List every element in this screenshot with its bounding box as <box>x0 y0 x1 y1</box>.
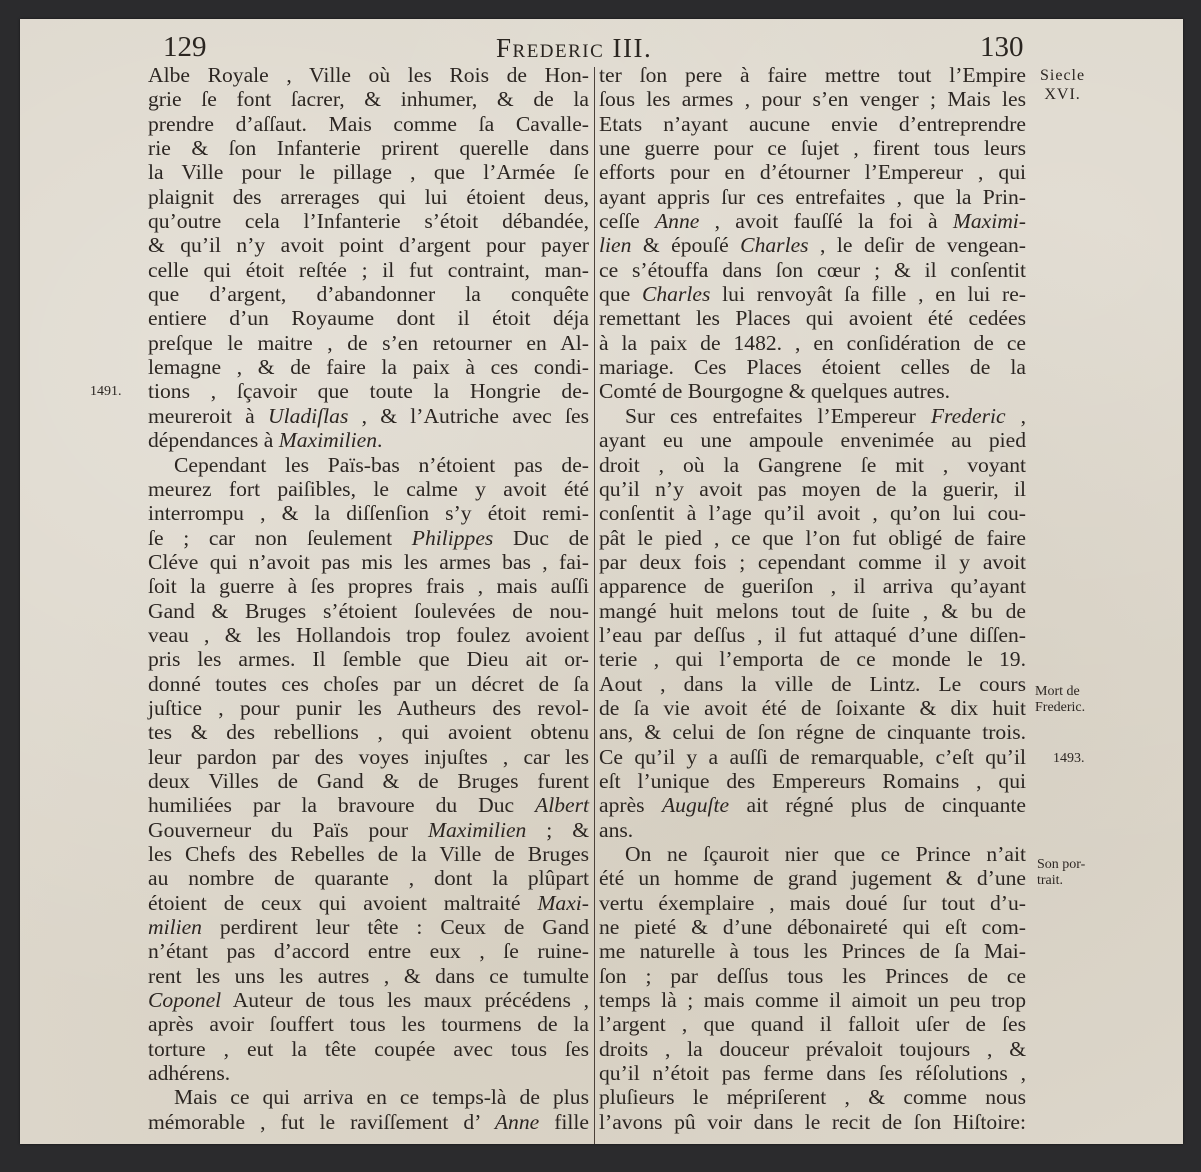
text-line: Cependant les Païs-bas n’étoient pas de- <box>174 452 589 477</box>
text-line: ter ſon pere à faire mettre tout l’Empire <box>599 63 1026 87</box>
text-line: à la paix de 1482. , en conſidération de ce <box>599 330 1026 355</box>
text-line: rent les uns les autres , & dans ce tumulte <box>148 963 589 988</box>
text-line: ne pieté & d’une débonaireté qui eſt com- <box>599 915 1026 940</box>
text-line: preſque le maitre , de s’en retourner en Al- <box>148 330 589 355</box>
text-line: ſous les armes , pour s’en venger ; Mais les <box>599 87 1026 112</box>
text-line: torture , eut la tête coupée avec tous ſes <box>148 1036 589 1061</box>
text-line: de ſa vie avoit été de ſoixante & dix huit <box>599 695 1026 720</box>
text-line: Cléve qui n’avoit pas mis les armes bas , fai- <box>148 549 589 574</box>
portrait-line1: Son por- <box>1037 857 1086 872</box>
text-line: lemagne , & de faire la paix à ces condi- <box>148 355 589 380</box>
text-line: celle qui étoit reſtée ; il fut contraint, man- <box>148 257 589 282</box>
text-line: ayant eu une ampoule envenimée au pied <box>599 428 1026 453</box>
margin-note-year-1493: 1493. <box>1053 751 1085 766</box>
text-line: ce s’étouffa dans ſon cœur ; & il conſentit <box>599 257 1026 282</box>
page-number-right: 130 <box>980 31 1024 63</box>
text-line: On ne ſçauroit nier que ce Prince n’ait <box>625 842 1026 866</box>
text-line: ſoit la guerre à ſes propres frais , mais auſſi <box>148 574 589 599</box>
text-line: les Chefs des Rebelles de la Ville de Bruges <box>148 842 589 866</box>
text-line: leur pardon par des voyes injuſtes , car les <box>148 744 589 769</box>
text-line: Gand & Bruges s’étoient ſoulevées de nou- <box>148 598 589 623</box>
text-line: meureroit à Uladiſlas , & l’Autriche avec ſes <box>148 403 589 428</box>
text-line: Albe Royale , Ville où les Rois de Hon- <box>148 63 589 87</box>
text-line: qu’il n’étoit pas ferme dans ſes réſolutions , <box>599 1061 1026 1086</box>
text-line: grie ſe font ſacrer, & inhumer, & de la <box>148 87 589 112</box>
text-line: Gouverneur du Païs pour Maximilien ; & <box>148 817 589 842</box>
text-line: la Ville pour le pillage , que l’Armée ſe <box>148 160 589 185</box>
text-line: & qu’il n’y avoit point d’argent pour payer <box>148 233 589 258</box>
text-line: ans. <box>599 817 634 842</box>
text-line: apparence de gueriſon , il arriva qu’ayant <box>599 574 1026 599</box>
text-line: rie & ſon Infanterie prirent querelle dans <box>148 136 589 161</box>
text-line: ſe ; car non ſeulement Philippes Duc de <box>148 525 590 550</box>
running-title: Frederic III. <box>496 33 653 63</box>
text-line: étoient de ceux qui avoient maltraité Maxi- <box>148 890 589 915</box>
text-line: qu’outre cela l’Infanterie s’étoit débandée, <box>148 209 589 234</box>
book-page-spread <box>20 19 1183 1144</box>
text-line: Comté de Bourgogne & quelques autres. <box>599 379 951 404</box>
text-line: Sur ces entrefaites l’Empereur Frederic , <box>625 403 1026 428</box>
text-line: n’étant pas d’accord entre eux , ſe ruine- <box>148 939 589 964</box>
mort-line2: Frederic. <box>1035 700 1086 715</box>
text-line: veau , & les Hollandois trop foulez avoient <box>148 622 589 647</box>
text-line: conſentit à l’age qu’il avoit , qu’on lui cou- <box>599 501 1026 526</box>
text-line: mariage. Ces Places étoient celles de la <box>599 355 1026 380</box>
text-line: interrompu , & la diſſenſion s’y étoit remi- <box>148 501 589 526</box>
text-line: ayant appris ſur ces entrefaites , que la Prin- <box>599 184 1026 209</box>
portrait-line2: trait. <box>1037 873 1064 888</box>
text-line: efforts pour en d’étourner l’Empereur , qui <box>599 160 1026 185</box>
text-line: après avoir ſouffert tous les tourmens de la <box>148 1012 589 1037</box>
text-line: adhérens. <box>148 1061 231 1086</box>
text-line: une guerre pour ce ſujet , firent tous leurs <box>599 136 1026 161</box>
text-line: l’eau par deſſus , il fut attaqué d’une diſſen- <box>599 622 1026 647</box>
text-line: droits , la douceur prévaloit toujours , & <box>599 1036 1026 1061</box>
text-line: Coponel Auteur de tous les maux précédens , <box>148 988 589 1013</box>
text-line: humiliées par la bravoure du Duc Albert <box>148 793 589 818</box>
century-numeral: XVI. <box>1044 86 1081 103</box>
text-line: que Charles lui renvoyât ſa fille , en lui re- <box>599 282 1026 307</box>
text-line: après Auguſte ait régné plus de cinquante <box>599 793 1026 818</box>
text-line: au nombre de quarante , dont la plûpart <box>148 866 589 891</box>
margin-note-year-1491: 1491. <box>90 384 122 399</box>
left-text-column <box>148 63 589 1134</box>
text-line: me naturelle à tous les Princes de ſa Mai- <box>599 939 1026 964</box>
text-line: Etats n’ayant aucune envie d’entreprendre <box>599 111 1026 136</box>
text-line: eſt l’unique des Empereurs Romains , qui <box>599 768 1026 793</box>
text-line: Ce qu’il y a auſſi de remarquable, c’eſt qu’il <box>599 744 1026 769</box>
right-text-column <box>599 63 1026 1134</box>
text-line: ſon ; par deſſus tous les Princes de ce <box>599 963 1026 988</box>
text-line: lien & épouſé Charles , le deſir de vengean- <box>599 233 1026 258</box>
page-header <box>20 31 1183 67</box>
text-line: ans, & celui de ſon régne de cinquante trois. <box>599 720 1026 745</box>
siecle-label: Siecle <box>1040 67 1086 84</box>
text-line: deux Villes de Gand & de Bruges furent <box>148 768 589 793</box>
text-line: tions , ſçavoir que toute la Hongrie de- <box>148 379 589 404</box>
margin-note-son-portrait <box>1037 857 1085 889</box>
page-number-left: 129 <box>163 31 207 63</box>
text-line: temps là ; mais comme il aimoit un peu trop <box>599 988 1026 1013</box>
text-line: remettant les Places qui avoient été cedées <box>599 306 1026 331</box>
text-line: Mais ce qui arriva en ce temps-là de plus <box>174 1085 589 1110</box>
text-line: qu’il n’y avoit pas moyen de la guerir, il <box>599 476 1026 501</box>
text-line: tes & des rebellions , qui avoient obtenu <box>148 720 589 745</box>
text-line: été un homme de grand jugement & d’une <box>599 866 1026 891</box>
column-divider <box>594 67 595 1144</box>
margin-note-mort-de-frederic <box>1035 684 1085 716</box>
text-line: plaignit des arrerages qui lui étoient deus, <box>148 184 589 209</box>
text-line: juſtice , pour punir les Autheurs des revol- <box>148 695 589 720</box>
text-line: que d’argent, d’abandonner la conquête <box>148 282 589 307</box>
text-line: mémorable , fut le raviſſement d’ Anne fille <box>148 1109 589 1134</box>
text-line: l’argent , que quand il falloit uſer de ſes <box>599 1012 1026 1037</box>
text-line: dépendances à Maximilien. <box>148 428 383 453</box>
text-line: entiere d’un Royaume dont il étoit déja <box>148 306 589 331</box>
text-line: l’avons pû voir dans le recit de ſon Hiſtoire: <box>599 1109 1026 1134</box>
margin-note-siecle <box>1040 66 1085 104</box>
text-line: pluſieurs le mépriſerent , & comme nous <box>599 1085 1026 1110</box>
text-line: pât le pied , ce que l’on fut obligé de faire <box>599 525 1026 550</box>
text-line: Aout , dans la ville de Lintz. Le cours <box>599 671 1026 696</box>
text-line: prendre d’aſſaut. Mais comme ſa Cavalle- <box>148 111 589 136</box>
text-line: ceſſe Anne , avoit fauſſé la foi à Maximi- <box>599 209 1026 234</box>
text-line: pris les armes. Il ſemble que Dieu ait or- <box>148 647 589 672</box>
text-line: droit , où la Gangrene ſe mit , voyant <box>599 452 1026 477</box>
text-line: vertu éxemplaire , mais doué ſur tout d’u- <box>599 890 1026 915</box>
text-line: milien perdirent leur tête : Ceux de Gand <box>148 915 589 940</box>
mort-line1: Mort de <box>1035 684 1080 699</box>
text-line: par deux fois ; cependant comme il y avoit <box>599 549 1026 574</box>
text-line: meurez fort paiſibles, le calme y avoit été <box>148 476 589 501</box>
text-line: terie , qui l’emporta de ce monde le 19. <box>599 647 1026 672</box>
text-line: mangé huit melons tout de ſuite , & bu de <box>599 598 1026 623</box>
text-line: donné toutes ces choſes par un décret de ſa <box>148 671 589 696</box>
